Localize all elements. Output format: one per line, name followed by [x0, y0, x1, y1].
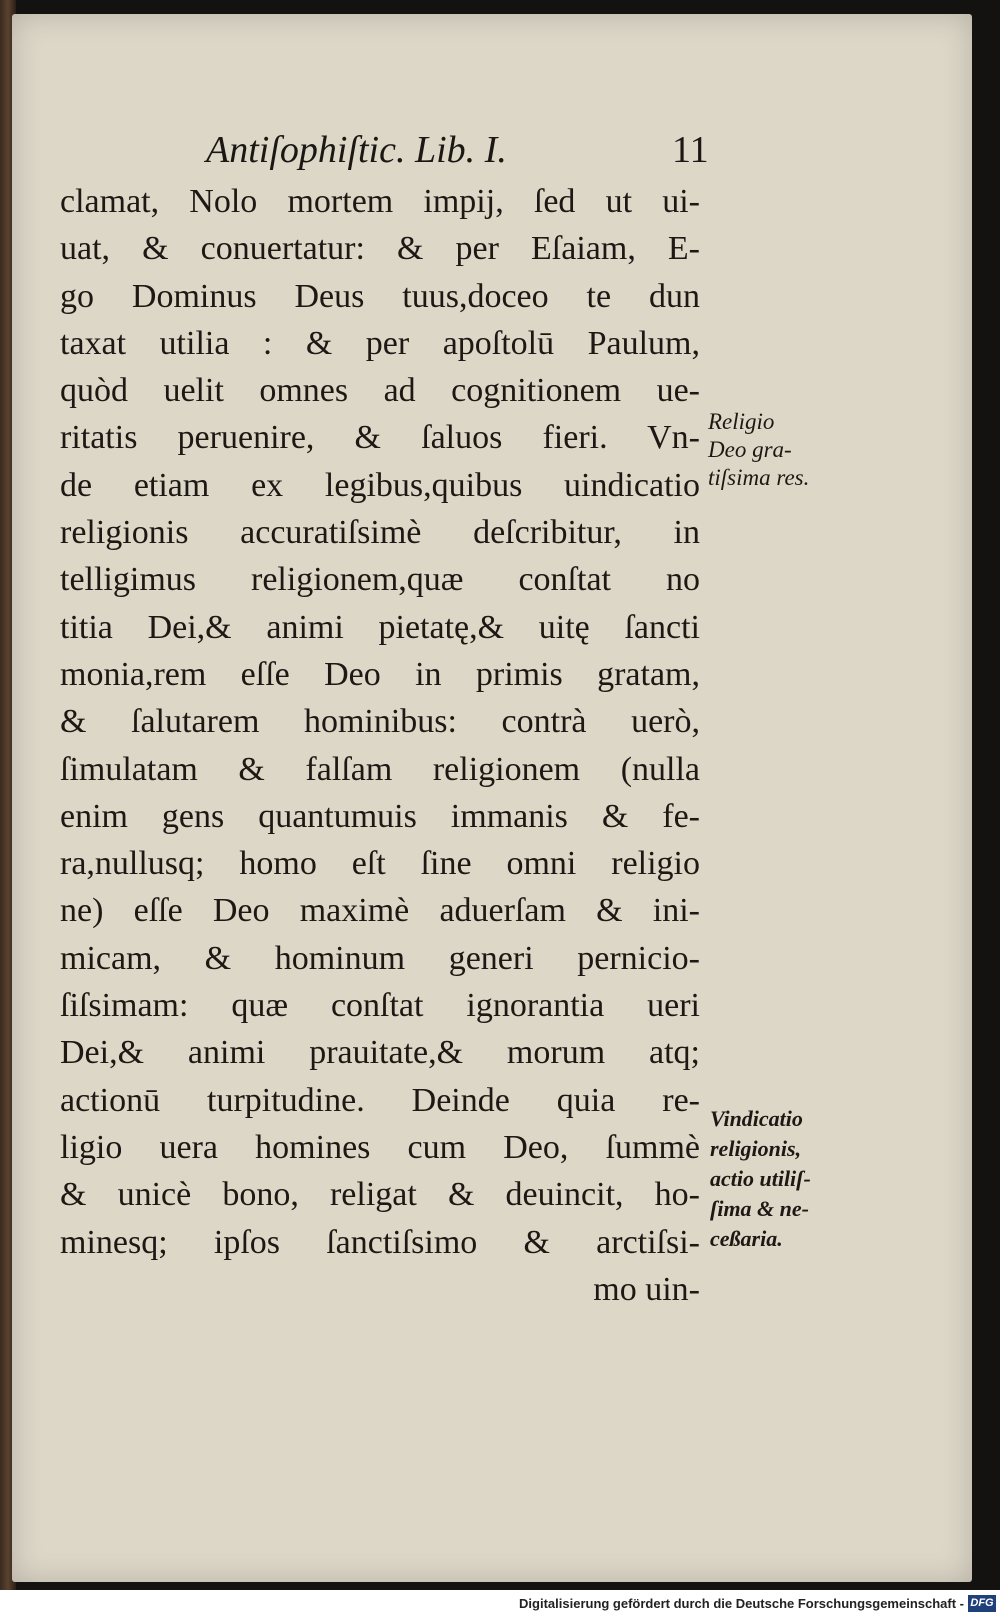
text-line: religionis accuratiſsimè deſcribitur, in	[60, 514, 700, 552]
text-line: uat, & conuertatur: & per Eſaiam, E-	[60, 230, 700, 268]
funding-credit: Digitalisierung gefördert durch die Deutsche Forschungsgemeinschaft -	[519, 1596, 964, 1611]
main-text-block	[60, 178, 700, 1313]
text-line: monia,rem eſſe Deo in primis gratam,	[60, 655, 700, 693]
text-line: Dei,& animi prauitate,& morum atq;	[60, 1034, 700, 1072]
text-line: minesq; ipſos ſanctiſsimo & arctiſsi-	[60, 1223, 700, 1261]
text-line: clamat, Nolo mortem impij, ſed ut ui-	[60, 183, 700, 220]
text-line: enim gens quantumuis immanis & fe-	[60, 797, 700, 835]
dfg-logo: DFG	[968, 1595, 996, 1612]
text-line: micam, & hominum generi pernicio-	[60, 939, 700, 977]
page-header	[0, 128, 1000, 178]
page-number: 11	[672, 129, 709, 171]
text-line: & unicè bono, religat & deuincit, ho-	[60, 1176, 700, 1214]
text-line: taxat utilia : & per apoſtolū Paulum,	[60, 324, 700, 362]
text-line: ſimulatam & falſam religionem (nulla	[60, 750, 700, 788]
text-line: go Dominus Deus tuus,doceo te dun	[60, 277, 700, 315]
text-line: ritatis peruenire, & ſaluos fieri. Vn-	[60, 419, 700, 457]
text-line: ne) eſſe Deo maximè aduerſam & ini-	[60, 892, 700, 930]
running-head: Antiſophiſtic. Lib. I.	[206, 129, 507, 171]
text-line: telligimus religionem,quæ conſtat no	[60, 561, 700, 599]
digitization-footer	[0, 1592, 1000, 1620]
text-line: de etiam ex legibus,quibus uindicatio	[60, 466, 700, 504]
text-line: ſiſsimam: quæ conſtat ignorantia ueri	[60, 987, 700, 1025]
text-line: ligio uera homines cum Deo, ſummè	[60, 1128, 700, 1166]
text-line: & ſalutarem hominibus: contrà uerò,	[60, 703, 700, 741]
text-line: quòd uelit omnes ad cognitionem ue-	[60, 372, 700, 410]
text-line: ra,nullusq; homo eſt ſine omni religio	[60, 845, 700, 883]
marginal-note: Vindicatio religionis, actio utiliſ- ſima & ne- ceßaria.	[710, 1106, 811, 1251]
text-line: mo uin-	[593, 1270, 700, 1308]
text-line: titia Dei,& animi pietatę,& uitę ſancti	[60, 608, 700, 646]
text-line: actionū turpitudine. Deinde quia re-	[60, 1081, 700, 1119]
marginal-note: Religio Deo gra- tiſsima res.	[708, 409, 810, 490]
